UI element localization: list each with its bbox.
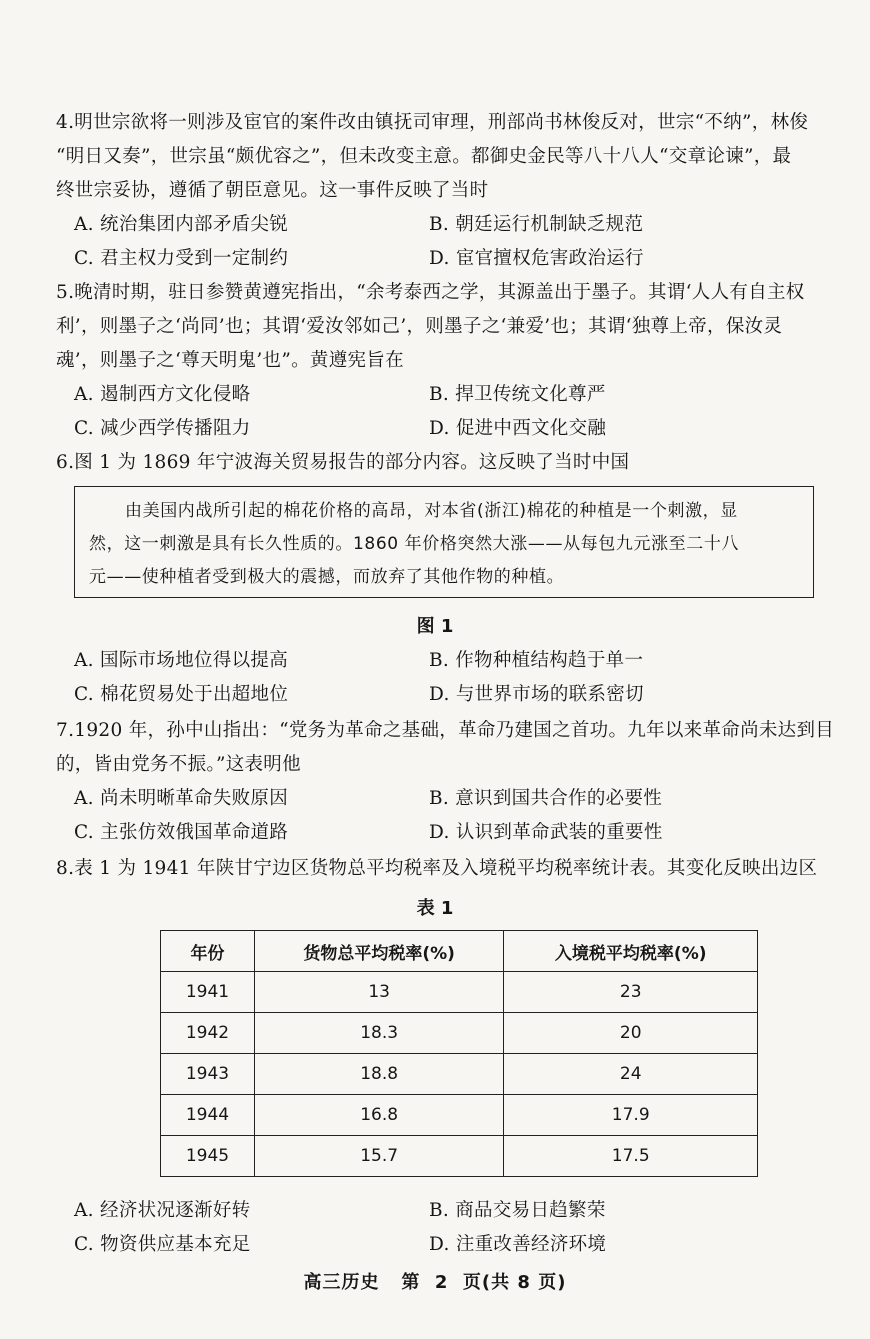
header-import-rate: 入境税平均税率(%) xyxy=(504,931,758,972)
option-c: C. 减少西学传播阻力 xyxy=(74,418,251,439)
cell-total-rate: 18.8 xyxy=(254,1054,504,1095)
option-c: C. 君主权力受到一定制约 xyxy=(74,248,289,269)
cell-import-rate: 20 xyxy=(504,1013,758,1054)
question-stem-line: 利’，则墨子之‘尚同’也；其谓‘爱汝邻如己’，则墨子之‘兼爱’也；其谓‘独尊上帝，保汝灵 xyxy=(56,316,783,337)
cell-total-rate: 13 xyxy=(254,972,504,1013)
option-d: D. 与世界市场的联系密切 xyxy=(429,684,644,705)
question-6 xyxy=(56,446,826,480)
table-header-row xyxy=(161,931,758,972)
question-stem-line: 5.晚清时期，驻日参赞黄遵宪指出，“余考泰西之学，其源盖出于墨子。其谓‘人人有自主权 xyxy=(56,282,805,303)
option-b: B. 朝廷运行机制缺乏规范 xyxy=(429,214,644,235)
cell-year: 1942 xyxy=(161,1013,255,1054)
cell-year: 1944 xyxy=(161,1095,255,1136)
question-stem-line: 6.图 1 为 1869 年宁波海关贸易报告的部分内容。这反映了当时中国 xyxy=(56,452,630,473)
option-a: A. 经济状况逐渐好转 xyxy=(74,1200,251,1221)
question-7 xyxy=(56,714,835,850)
option-b: B. 作物种植结构趋于单一 xyxy=(429,650,644,671)
cell-total-rate: 16.8 xyxy=(254,1095,504,1136)
page-footer: 高三历史 第 2 页(共 8 页) xyxy=(303,1272,567,1293)
cell-year: 1945 xyxy=(161,1136,255,1177)
option-a: A. 国际市场地位得以提高 xyxy=(74,650,289,671)
question-8-options xyxy=(56,1194,826,1262)
question-8 xyxy=(56,852,826,886)
options xyxy=(56,378,826,446)
question-stem-line: 魂’，则墨子之‘尊天明鬼’也”。黄遵宪旨在 xyxy=(56,350,404,371)
options xyxy=(56,1194,826,1262)
quote-line: 由美国内战所引起的棉花价格的高昂，对本省(浙江)棉花的种植是一个刺激，显 xyxy=(125,501,738,521)
question-stem-line: 8.表 1 为 1941 年陕甘宁边区货物总平均税率及入境税平均税率统计表。其变化反映出边区 xyxy=(56,858,818,879)
cell-import-rate: 23 xyxy=(504,972,758,1013)
quote-line: 然，这一刺激是具有长久性质的。1860 年价格突然大涨——从每包九元涨至二十八 xyxy=(89,534,740,554)
question-5 xyxy=(56,276,826,446)
options xyxy=(56,782,826,850)
option-c: C. 主张仿效俄国革命道路 xyxy=(74,822,289,843)
options xyxy=(56,208,826,276)
question-stem-line: 4.明世宗欲将一则涉及宦官的案件改由镇抚司审理，刑部尚书林俊反对，世宗“不纳”，林俊 xyxy=(56,112,809,133)
table-row xyxy=(161,1054,758,1095)
option-d: D. 注重改善经济环境 xyxy=(429,1234,607,1255)
figure-caption: 图 1 xyxy=(416,616,454,637)
table-row xyxy=(161,972,758,1013)
option-a: A. 遏制西方文化侵略 xyxy=(74,384,251,405)
option-c: C. 棉花贸易处于出超地位 xyxy=(74,684,289,705)
table-row xyxy=(161,1136,758,1177)
option-d: D. 促进中西文化交融 xyxy=(429,418,607,439)
table-caption: 表 1 xyxy=(416,898,454,919)
cell-year: 1941 xyxy=(161,972,255,1013)
option-a: A. 统治集团内部矛盾尖锐 xyxy=(74,214,289,235)
option-a: A. 尚未明晰革命失败原因 xyxy=(74,788,289,809)
quote-line: 元——使种植者受到极大的震撼，而放弃了其他作物的种植。 xyxy=(89,567,565,587)
option-d: D. 宦官擅权危害政治运行 xyxy=(429,248,644,269)
header-year: 年份 xyxy=(161,931,255,972)
option-b: B. 捍卫传统文化尊严 xyxy=(429,384,606,405)
question-4 xyxy=(56,106,826,276)
cell-total-rate: 15.7 xyxy=(254,1136,504,1177)
header-total-rate: 货物总平均税率(%) xyxy=(254,931,504,972)
cell-import-rate: 24 xyxy=(504,1054,758,1095)
cell-import-rate: 17.5 xyxy=(504,1136,758,1177)
tax-rate-table xyxy=(160,930,758,1177)
option-b: B. 商品交易日趋繁荣 xyxy=(429,1200,606,1221)
options xyxy=(56,644,826,712)
table-row xyxy=(161,1095,758,1136)
option-c: C. 物资供应基本充足 xyxy=(74,1234,251,1255)
question-stem-line: 7.1920 年，孙中山指出：“党务为革命之基础，革命乃建国之首功。九年以来革命尚未达到目 xyxy=(56,720,835,741)
question-stem-line: “明日又奏”，世宗虽“颇优容之”，但未改变主意。都御史金民等八十八人“交章论谏”，最 xyxy=(56,146,792,167)
table-row xyxy=(161,1013,758,1054)
question-stem-line: 的，皆由党务不振。”这表明他 xyxy=(56,754,301,775)
cell-total-rate: 18.3 xyxy=(254,1013,504,1054)
cell-year: 1943 xyxy=(161,1054,255,1095)
cell-import-rate: 17.9 xyxy=(504,1095,758,1136)
option-d: D. 认识到革命武装的重要性 xyxy=(429,822,663,843)
figure-1-quote-box xyxy=(74,486,814,598)
option-b: B. 意识到国共合作的必要性 xyxy=(429,788,663,809)
question-stem-line: 终世宗妥协，遵循了朝臣意见。这一事件反映了当时 xyxy=(56,180,489,201)
question-6-options xyxy=(56,644,826,712)
